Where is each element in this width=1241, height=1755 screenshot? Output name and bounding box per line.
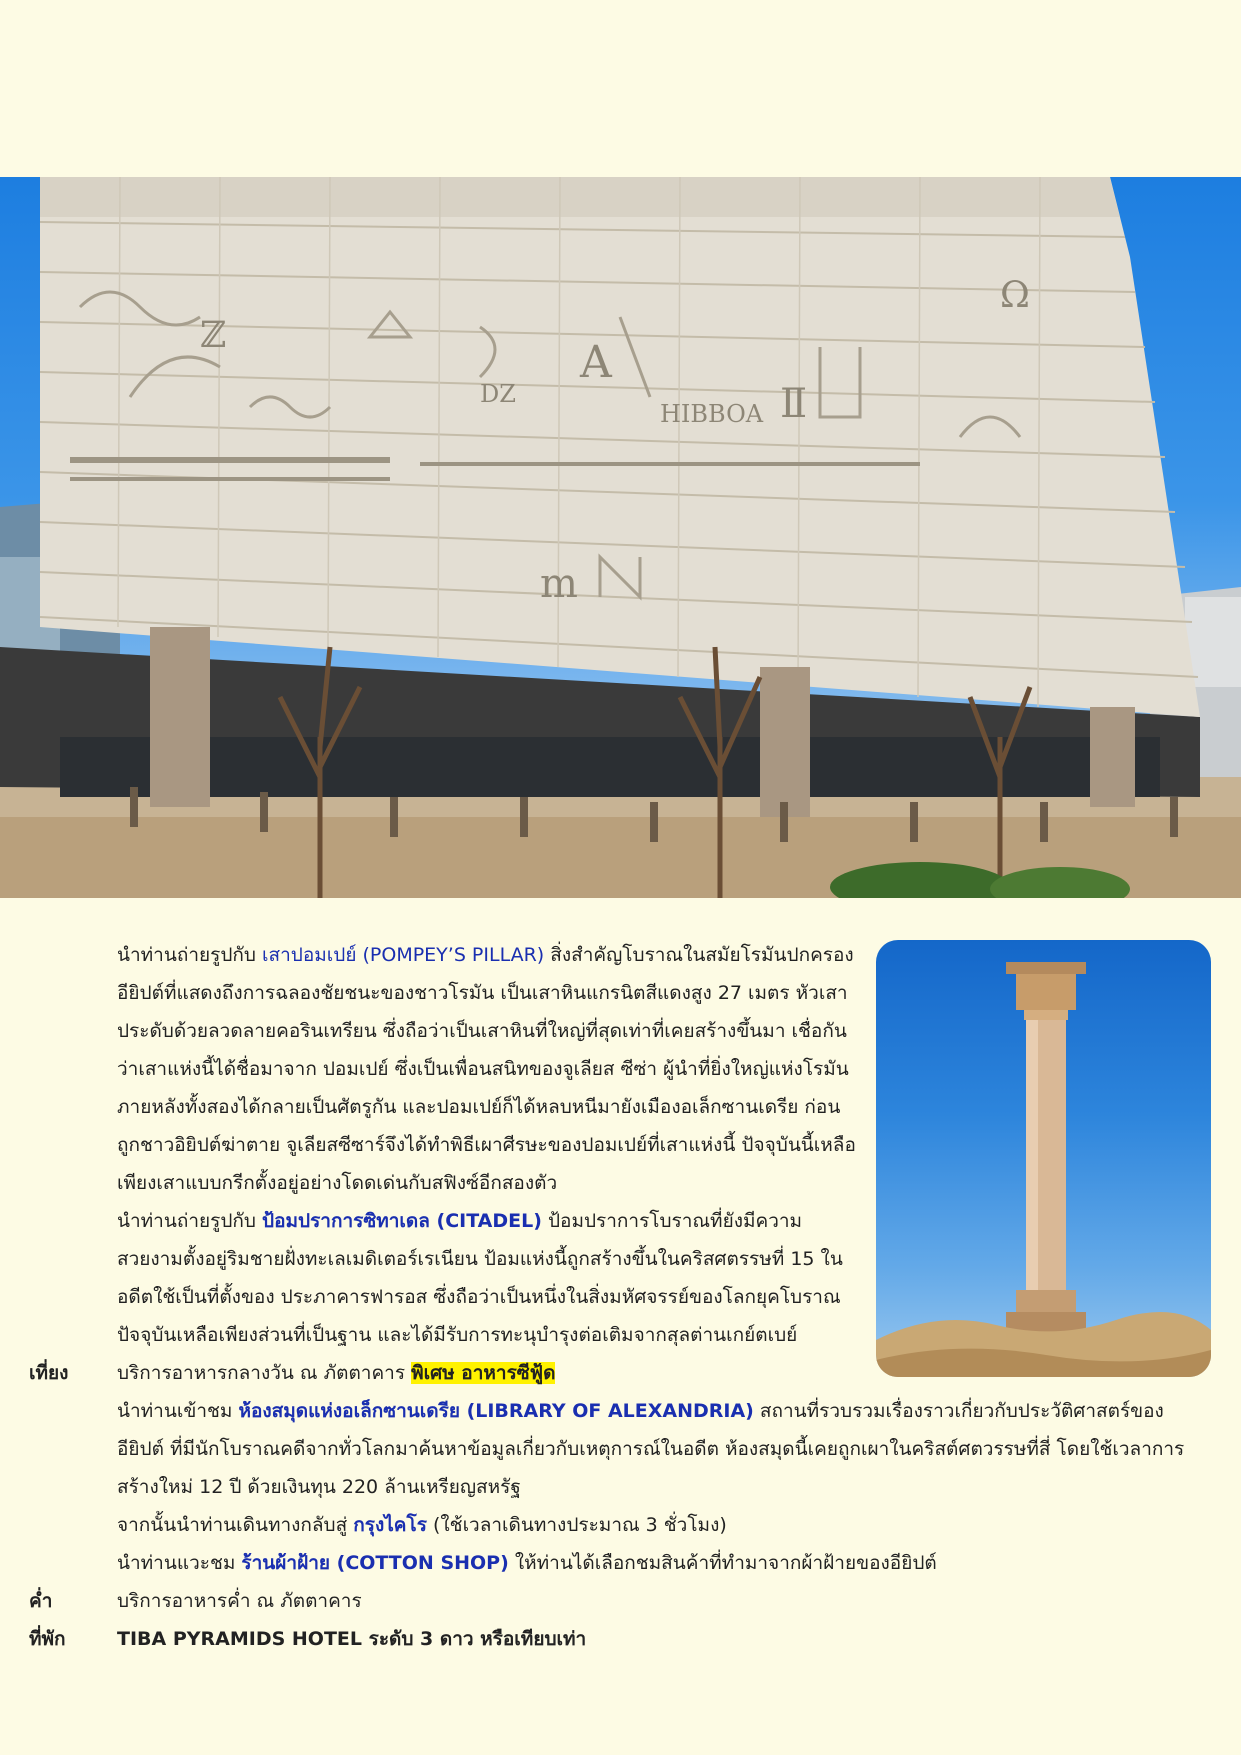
cotton-shop-paragraph — [0, 1544, 1241, 1582]
hotel-text: TIBA PYRAMIDS HOTEL ระดับ 3 ดาว หรือเทียบเท่า — [117, 1628, 587, 1650]
p2-rest: ป้อมปราการโบราณที่ยังมีความสวยงามตั้งอยู่ริมชายฝั่งทะเลเมดิเตอร์เรเนียน ป้อมแห่งนี้ถูกสร้างขึ้นในคริสศตรรษที่ 15 ในอดีตใช้เป็นที่ตั้งของ ประภาคารฟารอส ซึ่งถือว่าเป็นหนึ่งในสิ่งมหัศจรรย์ของโลกยุคโบราณ ปัจจุบันเหลือเพียงส่วนที่เป็นฐาน และได้มีรับการทะนุบำรุงต่อเติมจากสุลต่านเกย์ตเบย์ — [117, 1210, 843, 1346]
hotel-row — [0, 1620, 1241, 1658]
citadel-link: ป้อมปราการซิทาเดล (CITADEL) — [262, 1210, 542, 1232]
library-link: ห้องสมุดแห่งอเล็กซานเดรีย (LIBRARY OF ALEXANDRIA) — [238, 1400, 754, 1422]
return-cairo-paragraph — [0, 1506, 1241, 1544]
p1-prefix: นำท่านถ่ายรูปกับ — [117, 944, 263, 966]
dinner-label: ค่ำ — [29, 1590, 53, 1612]
wall-glyph-m: m — [540, 561, 578, 607]
p3-rest: สถานที่รวบรวมเรื่องราวเกี่ยวกับประวัติศาสตร์ของอียิปต์ ที่มีนักโบราณคดีจากทั่วโลกมาค้นหาข้อมูลเกี่ยวกับเหตุการณ์ในอดีต ห้องสมุดนี้เคยถูกเผาในคริสต์ศตวรรษที่สี่ โดยใช้เวลาการสร้างใหม่ 12 ปี ด้วยเงินทุน 220 ล้านเหรียญสหรัฐ — [117, 1400, 1185, 1498]
p5-rest: ให้ท่านได้เลือกชมสินค้าที่ทำมาจากผ้าฝ้ายของอียิปต์ — [508, 1552, 937, 1574]
cotton-shop-link: ร้านผ้าฝ้าย (COTTON SHOP) — [241, 1552, 509, 1574]
wall-glyph-omega: Ω — [1000, 275, 1030, 316]
wall-glyph-z: ℤ — [200, 315, 227, 356]
cairo-link: กรุงไคโร — [353, 1514, 427, 1536]
citadel-paragraph — [0, 1202, 1241, 1354]
p2-prefix: นำท่านถ่ายรูปกับ — [117, 1210, 263, 1232]
dinner-text: บริการอาหารค่ำ ณ ภัตตาคาร — [117, 1590, 362, 1612]
p4-rest: (ใช้เวลาเดินทางประมาณ 3 ชั่วโมง) — [426, 1514, 727, 1536]
wall-glyph-ii: Ⅱ — [780, 381, 808, 427]
dinner-row — [0, 1582, 1241, 1620]
wall-glyph-dz: DZ — [480, 380, 516, 408]
lunch-text: บริการอาหารกลางวัน ณ ภัตตาคาร — [117, 1362, 412, 1384]
lunch-row — [0, 1354, 1241, 1392]
lunch-label: เที่ยง — [29, 1362, 69, 1384]
pompeys-pillar-link: เสาปอมเปย์ (POMPEY’S PILLAR) — [262, 944, 545, 966]
p3-prefix: นำท่านเข้าชม — [117, 1400, 239, 1422]
wall-glyph-a: A — [580, 337, 612, 388]
wall-glyph-hibboa: HIBBOA — [660, 400, 764, 428]
p1-rest: สิ่งสำคัญโบราณในสมัยโรมันปกครองอียิปต์ที่แสดงถึงการฉลองชัยชนะของชาวโรมัน เป็นเสาหินแกรนิตสีแดงสูง 27 เมตร หัวเสาประดับด้วยลวดลายคอรินเทรียน ซึ่งถือว่าเป็นเสาหินที่ใหญ่ที่สุดเท่าที่เคยสร้างขึ้นมา เชื่อกันว่าเสาแห่งนี้ได้ชื่อมาจาก ปอมเปย์ ซึ่งเป็นเพื่อนสนิทของจูเลียส ซีซ่า ผู้นำที่ยิ่งใหญ่แห่งโรมัน ภายหลังทั้งสองได้กลายเป็นศัตรูกัน และปอมเปย์ก็ได้หลบหนีมายังเมืองอเล็กซานเดรีย ก่อนถูกชาวอิยิปต์ฆ่าตาย จูเลียสซีซาร์จึงได้ทำพิธีเผาศีรษะของปอมเปย์ที่เสาแห่งนี้ ปัจจุบันนี้เหลือเพียงเสาแบบกรีกตั้งอยู่อย่างโดดเด่นกับสฟิงซ์อีกสองตัว — [117, 944, 856, 1194]
library-of-alexandria-photo — [0, 177, 1241, 898]
p5-prefix: นำท่านแวะชม — [117, 1552, 242, 1574]
pompeys-pillar-paragraph — [0, 936, 1241, 1202]
hotel-label: ที่พัก — [29, 1628, 66, 1650]
itinerary-body — [0, 936, 1241, 1658]
lunch-special-badge: พิเศษ อาหารซีฟู้ด — [411, 1362, 556, 1384]
p4-prefix: จากนั้นนำท่านเดินทางกลับสู่ — [117, 1514, 354, 1536]
library-paragraph — [0, 1392, 1241, 1506]
